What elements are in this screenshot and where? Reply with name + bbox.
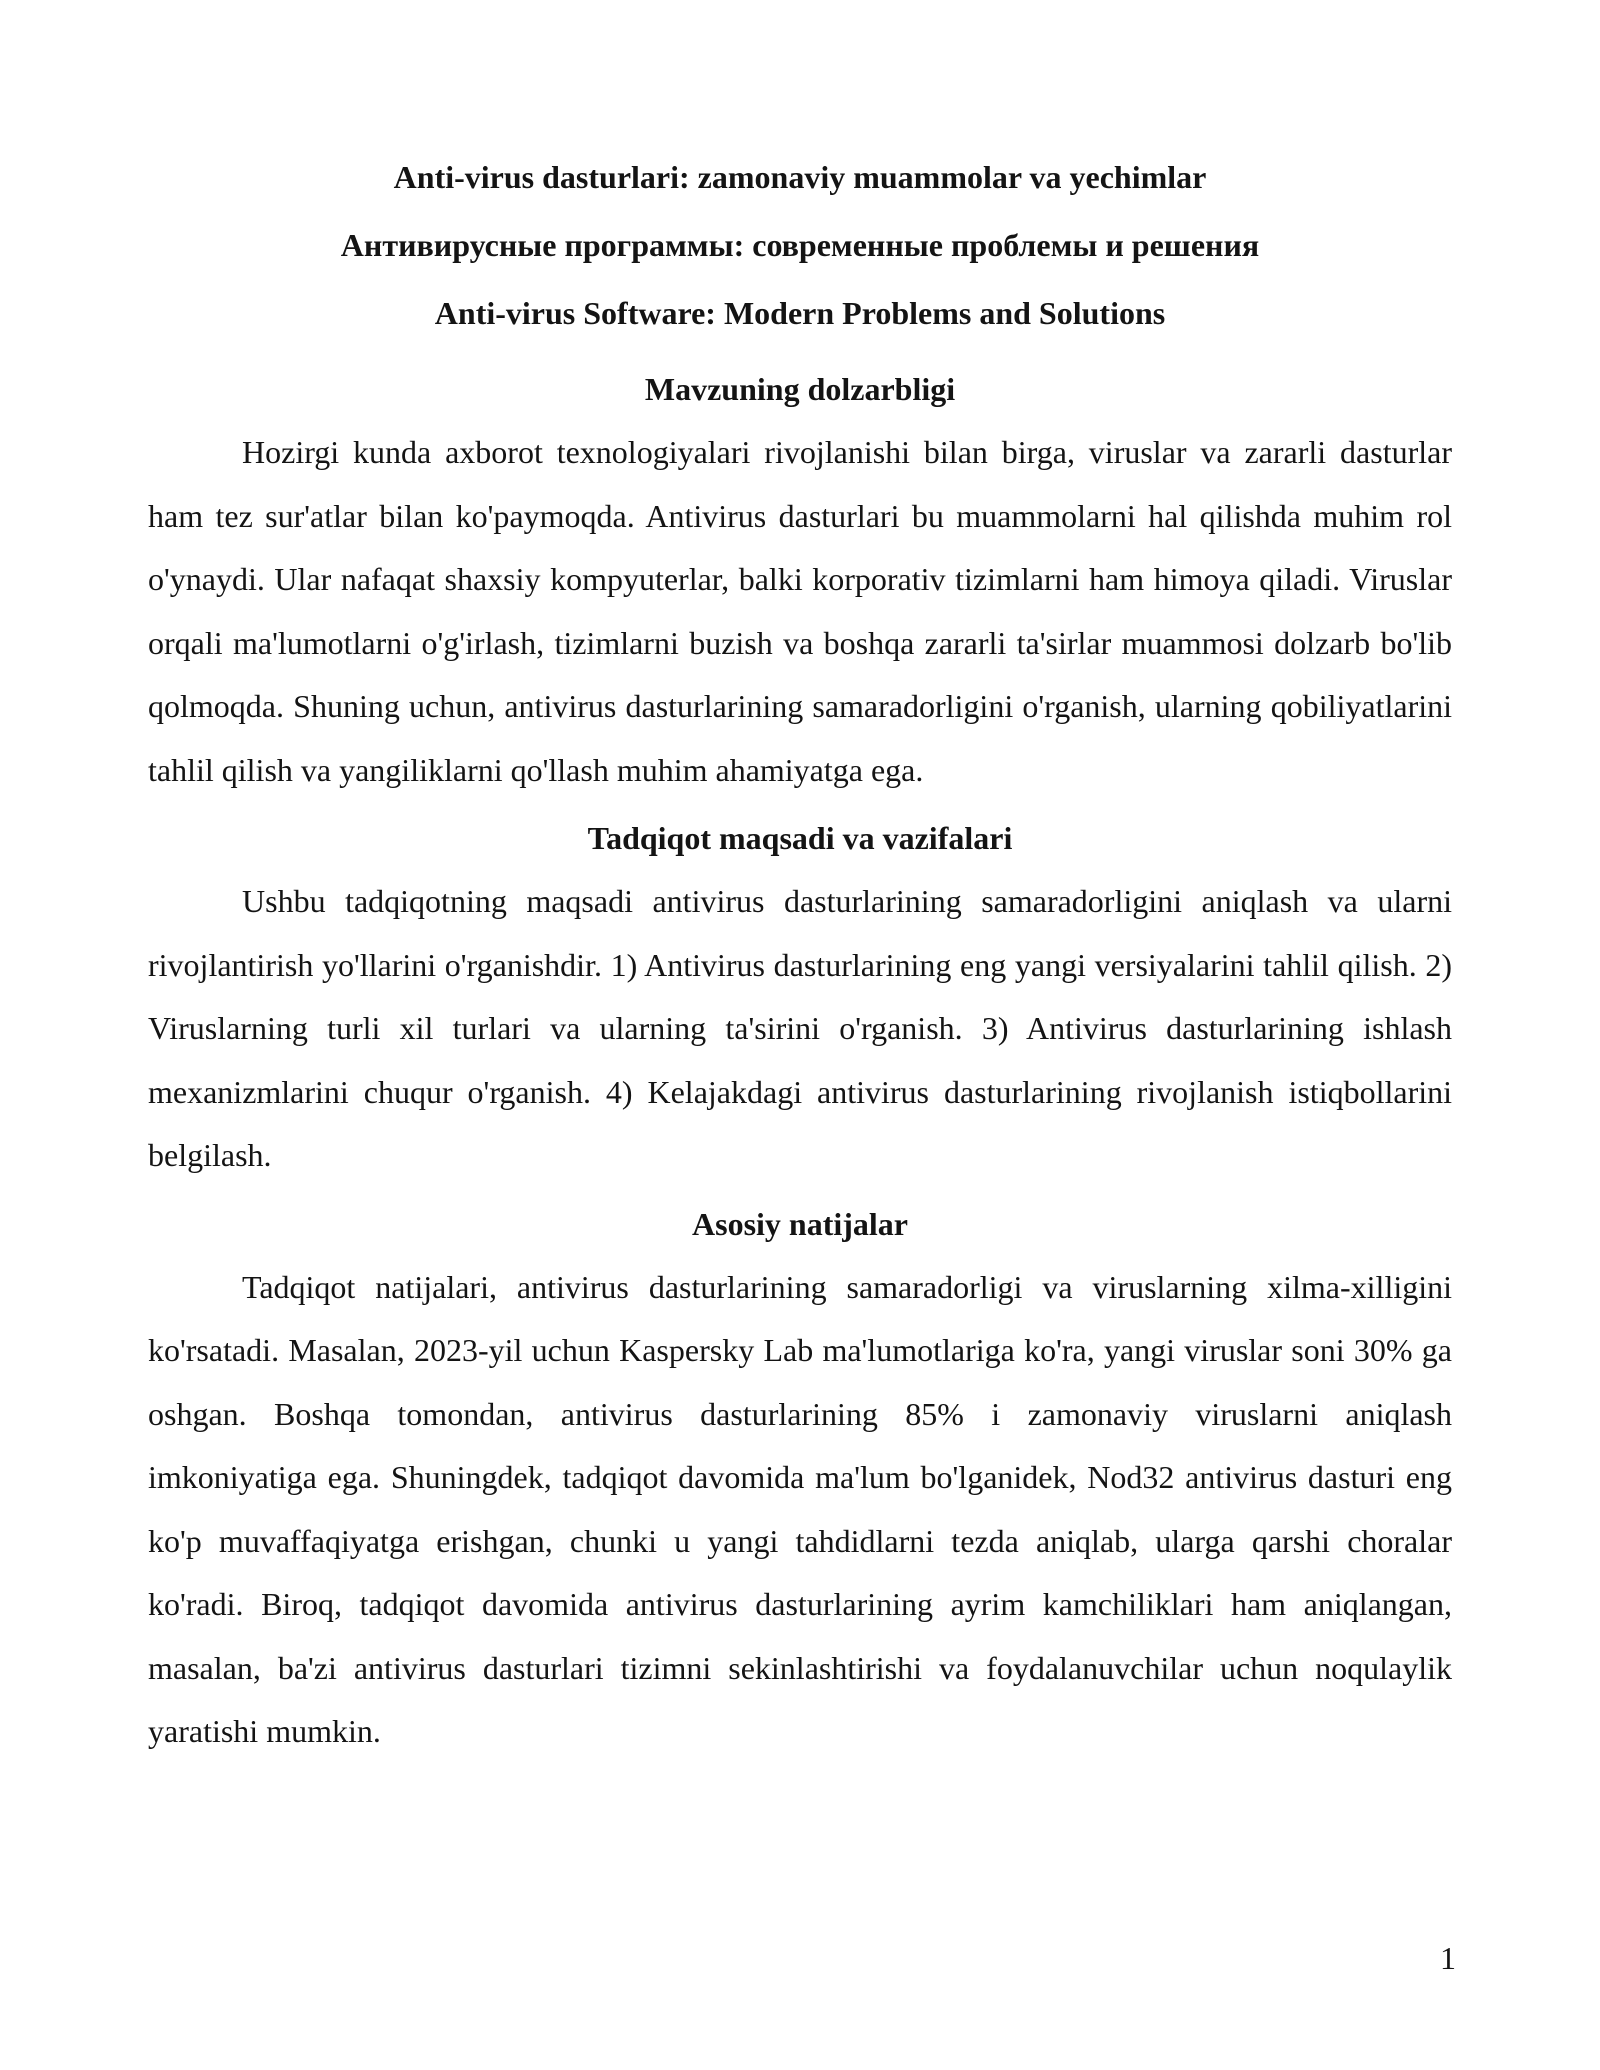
document-body: [148, 143, 1452, 1764]
page-number: 1: [1440, 1940, 1456, 1976]
section-paragraph-results: Tadqiqot natijalari, antivirus dasturlarining samaradorligi va viruslarning xilma-xilligini ko'rsatadi. Masalan, 2023-yil uchun Kaspersky Lab ma'lumotlariga ko'ra, yangi viruslar soni 30% ga oshgan. Boshqa tomondan, antivirus dasturlarining 85% i zamonaviy viruslarni aniqlash imkoniyatiga ega. Shuningdek, tadqiqot davomida ma'lum bo'lganidek, Nod32 antivirus dasturi eng ko'p muvaffaqiyatga erishgan, chunki u yangi tahdidlarni tezda aniqlab, ularga qarshi choralar ko'radi. Biroq, tadqiqot davomida antivirus dasturlarining ayrim kamchiliklari ham aniqlangan, masalan, ba'zi antivirus dasturlari tizimni sekinlashtirishi va foydalanuvchilar uchun noqulaylik yaratishi mumkin.: [148, 1268, 1452, 1749]
section-heading-relevance: Mavzuning dolzarbligi: [644, 371, 956, 407]
title-english: Anti-virus Software: Modern Problems and Solutions: [434, 295, 1166, 331]
section-paragraph-relevance: Hozirgi kunda axborot texnologiyalari rivojlanishi bilan birga, viruslar va zararli dasturlar ham tez sur'atlar bilan ko'paymoqda. Antivirus dasturlari bu muammolarni hal qilishda muhim rol o'ynaydi. Ular nafaqat shaxsiy kompyuterlar, balki korporativ tizimlarni ham himoya qiladi. Viruslar orqali ma'lumotlarni o'g'irlash, tizimlarni buzish va boshqa zararli ta'sirlar muammosi dolzarb bo'lib qolmoqda. Shuning uchun, antivirus dasturlarining samaradorligini o'rganish, ularning qobiliyatlarini tahlil qilish va yangiliklarni qo'llash muhim ahamiyatga ega.: [148, 434, 1452, 788]
section-paragraph-goals: Ushbu tadqiqotning maqsadi antivirus dasturlarining samaradorligini aniqlash va ularni rivojlantirish yo'llarini o'rganishdir. 1) Antivirus dasturlarining eng yangi versiyalarini tahlil qilish. 2) Viruslarning turli xil turlari va ularning ta'sirini o'rganish. 3) Antivirus dasturlarining ishlash mexanizmlarini chuqur o'rganish. 4) Kelajakdagi antivirus dasturlarining rivojlanish istiqbollarini belgilash.: [148, 883, 1452, 1173]
section-heading-goals: Tadqiqot maqsadi va vazifalari: [587, 820, 1013, 856]
section-heading-results: Asosiy natijalar: [692, 1205, 908, 1242]
title-uzbek: Anti-virus dasturlari: zamonaviy muammolar va yechimlar: [393, 159, 1207, 195]
title-russian: Антивирусные программы: современные проблемы и решения: [340, 227, 1260, 263]
